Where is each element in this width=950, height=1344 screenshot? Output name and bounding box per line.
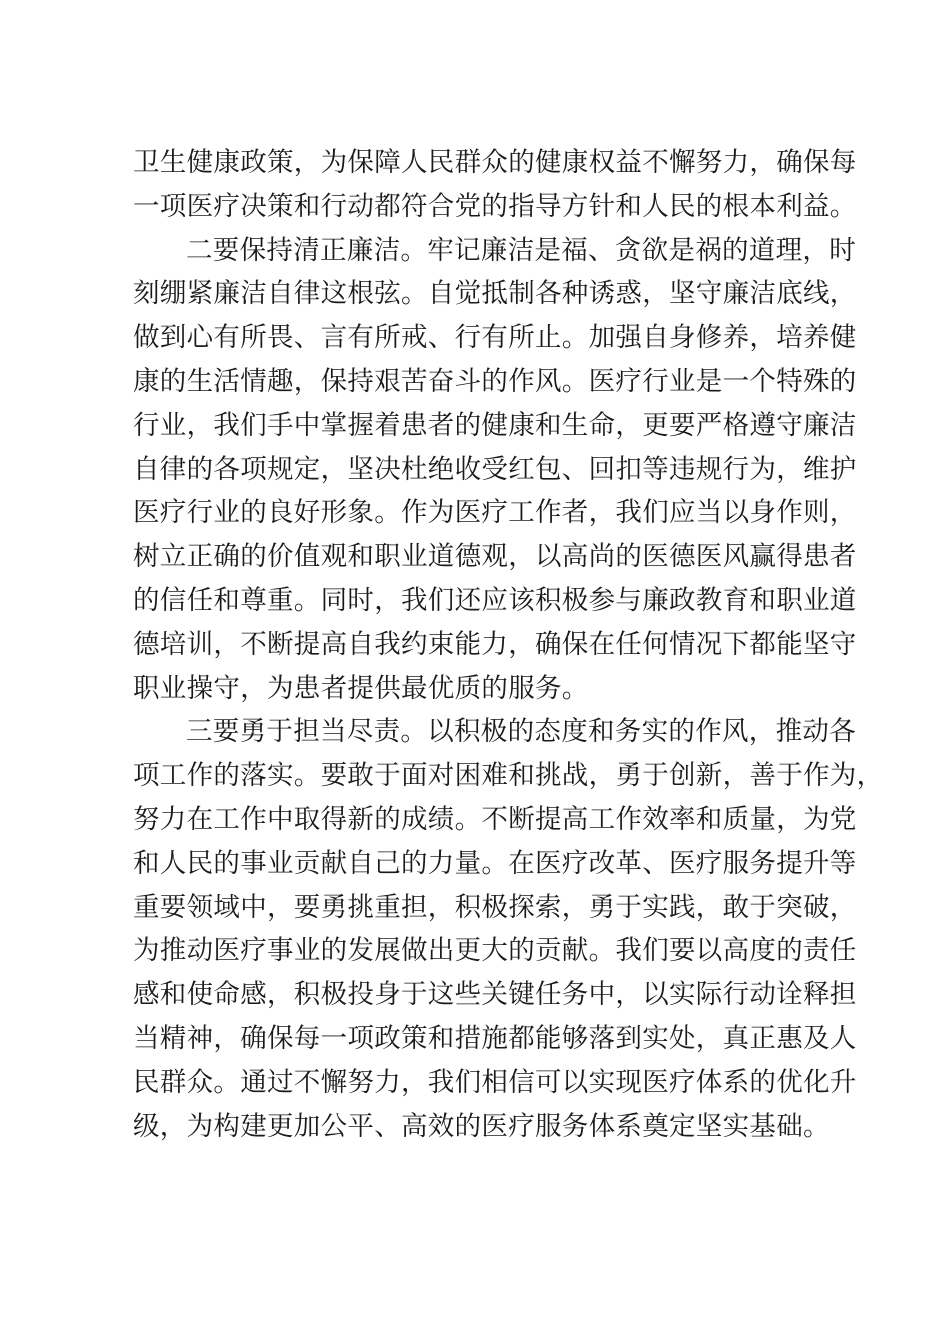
paragraph-line: 三要勇于担当尽责。以积极的态度和务实的作风，推动各 <box>186 716 856 748</box>
paragraph-line: 努力在工作中取得新的成绩。不断提高工作效率和质量，为党 <box>133 803 857 835</box>
paragraph-line: 卫生健康政策，为保障人民群众的健康权益不懈努力，确保每 <box>133 147 857 178</box>
paragraph-line: 级，为构建更加公平、高效的医疗服务体系奠定坚实基础。 <box>133 1110 830 1142</box>
paragraph-line: 当精神，确保每一项政策和措施都能够落到实处，真正惠及人 <box>133 1022 857 1054</box>
paragraph-line: 行业，我们手中掌握着患者的健康和生命，更要严格遵守廉洁 <box>133 409 857 441</box>
paragraph-line: 一项医疗决策和行动都符合党的指导方针和人民的根本利益。 <box>133 190 857 222</box>
paragraph-line: 做到心有所畏、言有所戒、行有所止。加强自身修养，培养健 <box>133 322 857 354</box>
paragraph-line: 康的生活情趣，保持艰苦奋斗的作风。医疗行业是一个特殊的 <box>133 365 857 397</box>
paragraph <box>133 229 857 711</box>
paragraph <box>133 710 884 1148</box>
document-body <box>133 141 884 1148</box>
paragraph-line: 医疗行业的良好形象。作为医疗工作者，我们应当以身作则， <box>133 497 857 529</box>
paragraph-line: 感和使命感，积极投身于这些关键任务中，以实际行动诠释担 <box>133 979 857 1011</box>
paragraph-line: 德培训，不断提高自我约束能力，确保在任何情况下都能坚守 <box>133 628 857 660</box>
paragraph <box>133 141 857 229</box>
paragraph-line: 的信任和尊重。同时，我们还应该积极参与廉政教育和职业道 <box>133 584 857 616</box>
paragraph-line: 和人民的事业贡献自己的力量。在医疗改革、医疗服务提升等 <box>133 847 857 879</box>
paragraph-line: 刻绷紧廉洁自律这根弦。自觉抵制各种诱惑，坚守廉洁底线， <box>133 278 857 310</box>
paragraph-line: 项工作的落实。要敢于面对困难和挑战，勇于创新，善于作为， <box>133 760 884 792</box>
paragraph-line: 自律的各项规定，坚决杜绝收受红包、回扣等违规行为，维护 <box>133 453 857 485</box>
paragraph-line: 职业操守，为患者提供最优质的服务。 <box>133 672 589 704</box>
paragraph-line: 重要领域中，要勇挑重担，积极探索，勇于实践，敢于突破， <box>133 891 857 923</box>
paragraph-line: 二要保持清正廉洁。牢记廉洁是福、贪欲是祸的道理，时 <box>186 234 856 266</box>
paragraph-line: 民群众。通过不懈努力，我们相信可以实现医疗体系的优化升 <box>133 1066 857 1098</box>
paragraph-line: 为推动医疗事业的发展做出更大的贡献。我们要以高度的责任 <box>133 935 857 967</box>
paragraph-line: 树立正确的价值观和职业道德观，以高尚的医德医风赢得患者 <box>133 541 857 573</box>
